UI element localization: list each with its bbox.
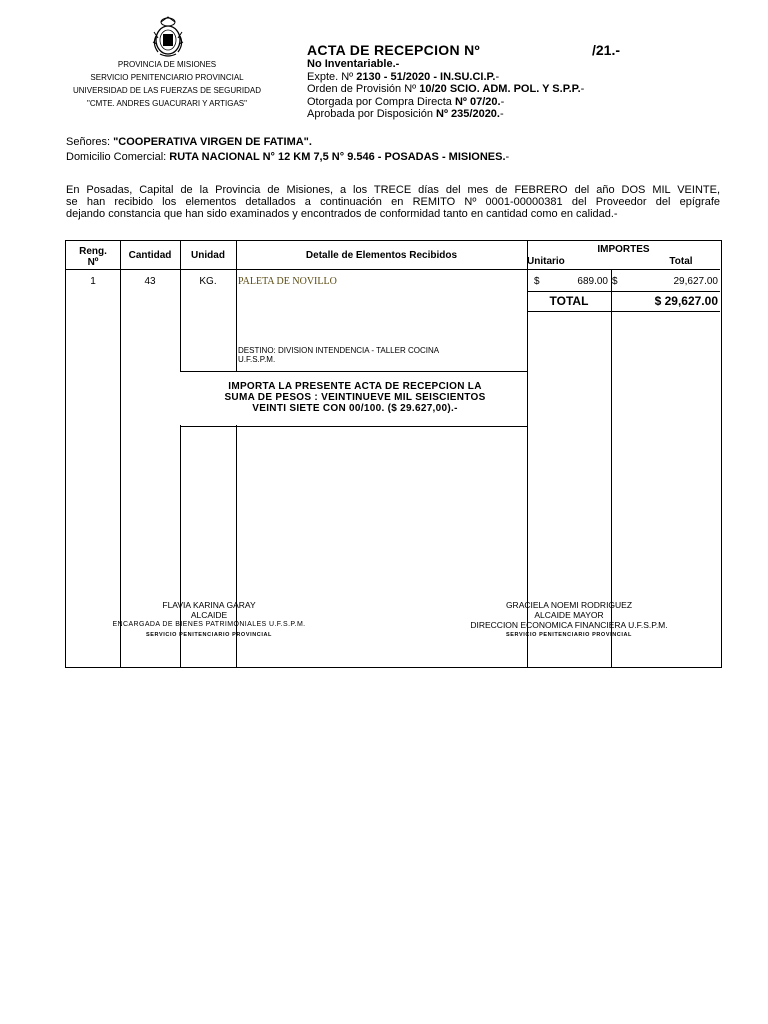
total-row-top [527,291,720,292]
signature-right-name: GRACIELA NOEMI RODRIGUEZ [505,600,633,610]
row-reng: 1 [90,276,96,287]
expte-line [307,71,584,84]
document-meta [307,58,584,121]
row-cantidad: 43 [144,276,156,287]
expte-label: Expte. Nº [307,70,357,83]
expte-value: 2130 - 51/2020 - IN.SU.CI.P. [356,70,496,83]
address-line [66,151,509,163]
row-total-currency: $ [612,276,618,287]
signature-left-role: ENCARGADA DE BIENES PATRIMONIALES U.F.S.P.M. [112,621,306,628]
header-cantidad: Cantidad [128,250,172,261]
reception-paragraph [66,184,720,220]
importa-text [183,381,527,414]
orden-value: 10/20 SCIO. ADM. POL. Y S.P.P. [419,83,581,95]
destino [238,346,439,364]
signature-right-role: DIRECCION ECONOMICA FINANCIERA U.F.S.P.M. [470,620,668,630]
signature-right-org: SERVICIO PENITENCIARIO PROVINCIAL [505,632,633,638]
orden-tail: - [580,83,585,95]
signature-right-rank: ALCAIDE MAYOR [534,610,604,620]
aprobada-line [307,108,584,121]
importa-box-bottom [180,426,527,427]
recipient-line [66,136,312,148]
expte-tail: - [495,70,500,83]
no-inventariable: No Inventariable.- [307,58,400,70]
otorgada-line [307,96,584,109]
institution-block [62,59,272,109]
otorgada-value: Nº 07/20. [454,95,501,108]
provincial-coat-of-arms-icon [150,16,186,58]
header-total: Total [669,256,693,267]
senores-label: Señores: [66,136,114,148]
domicilio-label: Domicilio Comercial: [66,151,170,163]
institution-line: UNIVERSIDAD DE LAS FUERZAS DE SEGURIDAD [72,86,262,95]
header-detalle: Detalle de Elementos Recibidos [305,250,458,261]
paragraph-line: dejando constancia que han sido examinados y encontrados de conformidad tanto en cantidad como en calidad.- [66,208,618,220]
institution-line: SERVICIO PENITENCIARIO PROVINCIAL [90,73,244,82]
importa-line: IMPORTA LA PRESENTE ACTA DE RECEPCION LA [228,381,482,392]
document-title-suffix: /21.- [592,42,621,58]
paragraph-line: se han recibido los elementos detallados a continuación en REMITO Nº 0001-00000381 del Proveedor del epígrafe [66,196,720,208]
domicilio-tail: - [505,151,510,163]
domicilio-value: RUTA NACIONAL N° 12 KM 7,5 N° 9.546 - POSADAS - MISIONES. [169,151,506,163]
destino-line: DESTINO: DIVISION INTENDENCIA - TALLER COCINA [238,346,440,355]
total-row-bottom [527,311,720,312]
total-value: $ 29,627.00 [654,294,718,308]
items-table [65,240,722,668]
total-label: TOTAL [549,294,589,308]
header-reng [66,246,120,268]
header-importes: IMPORTES [597,244,650,255]
row-total: 29,627.00 [673,276,718,287]
row-detalle: PALETA DE NOVILLO [238,276,337,287]
institution-line: "CMTE. ANDRES GUACURARI Y ARTIGAS" [87,99,247,108]
otorgada-tail: - [500,95,505,108]
header-reng-n: Nº [87,257,99,268]
aprobada-label: Aprobada por Disposición [307,108,437,120]
aprobada-value: Nº 235/2020. [436,108,500,120]
signature-left-org: SERVICIO PENITENCIARIO PROVINCIAL [145,632,273,638]
senores-value: "COOPERATIVA VIRGEN DE FATIMA". [113,136,312,148]
institution-line: PROVINCIA DE MISIONES [117,60,217,69]
signature-left-name: FLAVIA KARINA GARAY [162,600,256,610]
header-unidad: Unidad [191,250,225,261]
orden-label: Orden de Provisión Nº [307,83,420,95]
signature-right [456,600,682,640]
orden-line [307,83,584,96]
row-currency: $ [534,276,540,287]
header-reng-label: Reng. [79,246,107,257]
document-title: ACTA DE RECEPCION Nº [307,42,480,58]
importa-line: VEINTI SIETE CON 00/100. ($ 29.627,00).- [252,403,458,414]
row-unidad: KG. [199,276,217,287]
importa-line: SUMA DE PESOS : VEINTINUEVE MIL SEISCIENTOS [224,392,486,403]
otorgada-label: Otorgada por Compra Directa [307,95,455,108]
aprobada-tail: - [500,108,504,120]
signature-left-rank: ALCAIDE [190,610,228,620]
header-divider [66,269,720,270]
row-unitario: 689.00 [577,276,608,287]
paragraph-line: En Posadas, Capital de la Provincia de Misiones, a los TRECE días del mes de FEBRERO del año DOS MIL VEINTE, [66,184,720,196]
header-unitario: Unitario [527,256,565,267]
signature-left [96,600,322,640]
destino-line: U.F.S.P.M. [238,355,276,364]
